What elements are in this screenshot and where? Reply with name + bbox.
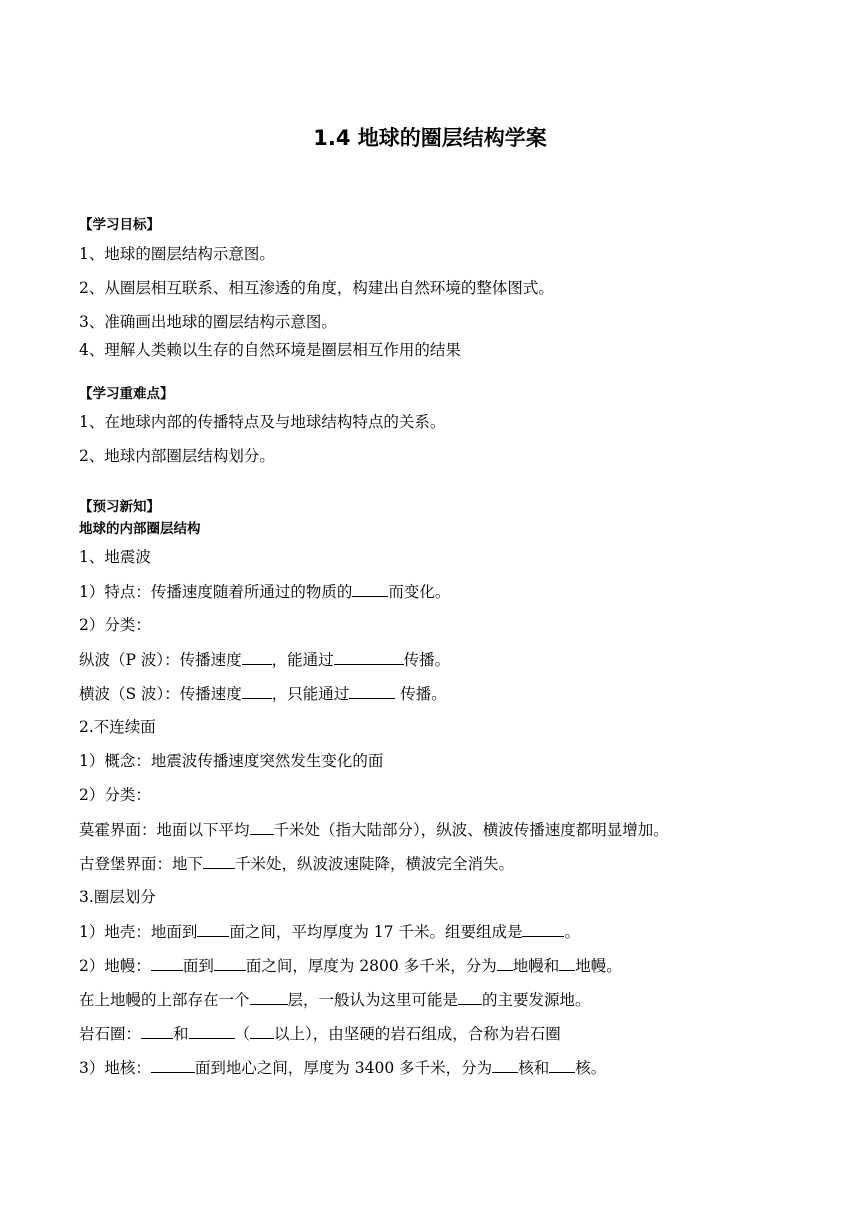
core-line [79, 1057, 606, 1078]
fill-blank[interactable] [250, 1023, 274, 1039]
line-text: 面之间，厚度为 2800 多千米，分为 [245, 957, 497, 975]
fill-blank[interactable] [197, 921, 229, 937]
line-text: 。 [564, 923, 580, 941]
fill-blank[interactable] [497, 955, 513, 971]
key-points-header: 【学习重难点】 [79, 386, 174, 402]
line-text: 层，一般认为这里可能是 [287, 991, 459, 1009]
fill-blank[interactable] [214, 955, 246, 971]
fill-blank[interactable] [151, 1057, 195, 1073]
objectives-header: 【学习目标】 [79, 217, 160, 233]
line-text: 1）地壳：地面到 [79, 923, 198, 941]
fill-blank[interactable] [352, 581, 388, 597]
objective-item: 4、理解人类赖以生存的自然环境是圈层相互作用的结果 [79, 341, 461, 359]
line-text: 在上地幔的上部存在一个 [79, 991, 250, 1009]
line-text: 地幔和 [512, 957, 560, 975]
line-text: 1）特点：传播速度随着所通过的物质的 [79, 583, 353, 601]
line-text: 核。 [575, 1059, 607, 1077]
line-text: 横波（S 波）：传播速度 [79, 685, 242, 703]
line-text: ，只能通过 [271, 685, 350, 703]
objective-item: 1、地球的圈层结构示意图。 [79, 245, 275, 263]
line-text: 岩石圈： [79, 1025, 142, 1043]
document-title: 1.4 地球的圈层结构学案 [313, 126, 547, 150]
key-point-item: 1、在地球内部的传播特点及与地球结构特点的关系。 [79, 413, 446, 431]
lithosphere-line [79, 1023, 561, 1044]
preview-subheader: 地球的内部圈层结构 [79, 521, 201, 537]
line-text: 核和 [518, 1059, 550, 1077]
line-text: ，能通过 [271, 651, 334, 669]
line-text: 的主要发源地。 [482, 991, 591, 1009]
line-text: 传播。 [403, 651, 451, 669]
fill-blank[interactable] [334, 649, 404, 665]
p-wave-line [79, 649, 450, 670]
classification-label: 2）分类： [79, 616, 151, 634]
line-text: 古登堡界面：地下 [79, 855, 204, 873]
key-point-item: 2、地球内部圈层结构划分。 [79, 447, 275, 465]
line-text: 面到 [182, 957, 214, 975]
line-text: 千米处（指大陆部分），纵波、横波传播速度都明显增加。 [273, 821, 669, 839]
layer-division-heading: 3.圈层划分 [79, 888, 156, 906]
fill-blank[interactable] [549, 1057, 575, 1073]
fill-blank[interactable] [242, 683, 272, 699]
discontinuity-heading: 2.不连续面 [79, 718, 156, 736]
fill-blank[interactable] [250, 989, 288, 1005]
crust-line [79, 921, 580, 942]
s-wave-line [79, 683, 447, 704]
line-text: 2）地幔： [79, 957, 151, 975]
preview-header: 【预习新知】 [79, 499, 160, 515]
asthenosphere-line [79, 989, 591, 1010]
fill-blank[interactable] [522, 921, 564, 937]
fill-blank[interactable] [349, 683, 395, 699]
line-text: （ [234, 1025, 251, 1043]
mantle-line [79, 955, 622, 976]
line-text: 以上），由坚硬的岩石组成，合称为岩石圈 [274, 1025, 561, 1043]
line-text: 而变化。 [388, 583, 451, 601]
fill-blank[interactable] [151, 955, 183, 971]
line-text: 3）地核： [79, 1059, 151, 1077]
objective-item: 3、准确画出地球的圈层结构示意图。 [79, 313, 337, 331]
line-text: 传播。 [395, 685, 447, 703]
line-text: 纵波（P 波）：传播速度 [79, 651, 242, 669]
seismic-wave-heading: 1、地震波 [79, 548, 151, 566]
gutenberg-line [79, 853, 514, 874]
line-text: 和 [173, 1025, 189, 1043]
fill-blank[interactable] [242, 649, 272, 665]
fill-blank[interactable] [189, 1023, 235, 1039]
fill-blank[interactable] [492, 1057, 518, 1073]
line-text: 地幔。 [575, 957, 622, 975]
line-text: 面之间，平均厚度为 17 千米。组要组成是 [229, 923, 523, 941]
objective-item: 2、从圈层相互联系、相互渗透的角度，构建出自然环境的整体图式。 [79, 279, 554, 297]
line-text: 面到地心之间，厚度为 3400 多千米，分为 [194, 1059, 493, 1077]
moho-line [79, 819, 669, 840]
line-text: 千米处，纵波波速陡降，横波完全消失。 [235, 855, 515, 873]
fill-blank[interactable] [203, 853, 235, 869]
line-text: 莫霍界面：地面以下平均 [79, 821, 250, 839]
classification-label: 2）分类： [79, 786, 151, 804]
fill-blank[interactable] [458, 989, 482, 1005]
fill-blank[interactable] [250, 819, 274, 835]
fill-blank[interactable] [559, 955, 575, 971]
seismic-feature-line [79, 581, 450, 602]
fill-blank[interactable] [141, 1023, 173, 1039]
concept-line: 1）概念：地震波传播速度突然发生变化的面 [79, 752, 384, 770]
